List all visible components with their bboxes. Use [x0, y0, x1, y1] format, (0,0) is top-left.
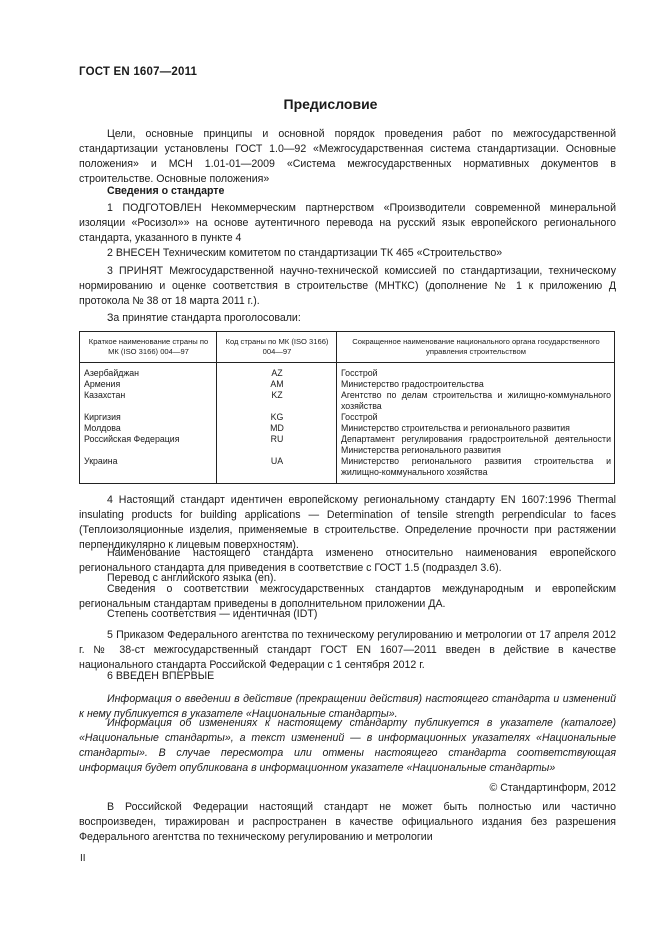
code-cell: KG	[270, 412, 284, 422]
organization-cell: Министерство регионального развития строительства и жилищно-коммунального хозяйства	[341, 456, 611, 477]
table-row	[80, 434, 615, 456]
table-row	[80, 423, 615, 434]
document-code-header: ГОСТ EN 1607—2011	[79, 66, 198, 78]
country-cell: Азербайджан	[84, 368, 139, 378]
section-4-degree-note: Степень соответствия — идентичная (IDT)	[107, 608, 318, 620]
item-2-paragraph: 2 ВНЕСЕН Техническим комитетом по стандартизации ТК 465 «Строительство»	[107, 247, 503, 259]
country-cell: Украина	[84, 456, 118, 466]
info-paragraph-1: Информация о введении в действие (прекращении действия) настоящего стандарта и изменений к нему публикуется в указателе «Национальные стандарты».	[79, 693, 616, 720]
voting-table	[80, 332, 615, 478]
rights-paragraph: В Российской Федерации настоящий стандарт не может быть полностью или частично воспроизведен, тиражирован и распространен в качестве официального издания без разрешения Федерального агентства по техническому регулированию и метрологии	[79, 801, 616, 843]
column-header-code: Код страны по МК (ISO 3166) 004—97	[217, 332, 337, 363]
code-cell: KZ	[271, 390, 283, 400]
table-row	[80, 390, 615, 412]
info-paragraph-2: Информация об изменениях к настоящему стандарту публикуется в указателе (каталоге) «Национальные стандарты», а текст изменений — в информационных указателях «Национальные стандарты». В случае пересмотра или отмены настоящего стандарта соответствующая информация будет опубликована в информационном указателе «Национальные стандарты»	[79, 717, 616, 774]
code-cell: AZ	[271, 368, 283, 378]
item-1-paragraph: 1 ПОДГОТОВЛЕН Некоммерческим партнерством «Производители современной минеральной изоляции «Росизол»» на основе аутентичного перевода на русский язык европейского регионального стандарта, указанного в пункте 4	[79, 202, 616, 244]
about-standard-heading: Сведения о стандарте	[107, 185, 225, 197]
intro-paragraph: Цели, основные принципы и основной порядок проведения работ по межгосударственной стандартизации установлены ГОСТ 1.0—92 «Межгосударственная система стандартизации. Основные положения» и МСН 1.01-01—2009 «Система межгосударственных нормативных документов в строительстве. Основные положения»	[79, 128, 616, 185]
organization-cell: Министерство градостроительства	[341, 379, 484, 389]
column-header-country: Краткое наименование страны по МК (ISO 3166) 004—97	[80, 332, 217, 363]
organization-cell: Министерство строительства и регионального развития	[341, 423, 570, 433]
section-4-conformity-note: Сведения о соответствии межгосударственных стандартов международным и европейским региональным стандартам приведены в дополнительном приложении ДА.	[79, 583, 616, 610]
page-title: Предисловие	[283, 96, 378, 112]
column-header-organization: Сокращенное наименование национального органа государственного управления строительством	[337, 332, 615, 363]
table-row	[80, 456, 615, 478]
country-cell: Армения	[84, 379, 121, 389]
organization-cell: Госстрой	[341, 368, 378, 378]
table-row	[80, 363, 615, 380]
table-row	[80, 412, 615, 423]
country-cell: Казахстан	[84, 390, 126, 400]
table-row	[80, 379, 615, 390]
organization-cell: Госстрой	[341, 412, 378, 422]
code-cell: MD	[270, 423, 284, 433]
section-6-paragraph: 6 ВВЕДЕН ВПЕРВЫЕ	[107, 670, 215, 682]
country-cell: Молдова	[84, 423, 121, 433]
section-4-translation-note: Перевод с английского языка (en).	[107, 572, 277, 584]
code-cell: UA	[270, 456, 284, 466]
vote-intro: За принятие стандарта проголосовали:	[107, 312, 301, 324]
country-cell: Российская Федерация	[84, 434, 180, 444]
country-cell: Киргизия	[84, 412, 121, 422]
code-cell: RU	[270, 434, 284, 444]
section-4-title-note: Наименование настоящего стандарта изменено относительно наименования европейского регионального стандарта для приведения в соответствие с ГОСТ 1.5 (подраздел 3.6).	[79, 547, 616, 574]
section-4-paragraph: 4 Настоящий стандарт идентичен европейскому региональному стандарту EN 1607:1996 Thermal insulating products for building applications — Determination of tensile strength perpendicular to faces (Теплоизоляционные изделия, применяемые в строительстве. Определение прочности при растяжении перпендикулярно к лицевым поверхностям).	[79, 494, 616, 551]
organization-cell: Департамент регулирования градостроительной деятельности Министерства регионального развития	[341, 434, 611, 455]
organization-cell: Агентство по делам строительства и жилищно-коммунального хозяйства	[341, 390, 611, 411]
item-3-paragraph: 3 ПРИНЯТ Межгосударственной научно-технической комиссией по стандартизации, техническому нормированию и оценке соответствия в строительстве (МНТКС) (дополнение № 1 к приложению Д протокола № 38 от 18 марта 2011 г.).	[79, 265, 616, 307]
code-cell: AM	[270, 379, 284, 389]
page-number: II	[80, 853, 86, 864]
section-5-paragraph: 5 Приказом Федерального агентства по техническому регулированию и метрологии от 17 апреля 2012 г. № 38-ст межгосударственный стандарт ГОСТ EN 1607—2011 введен в действие в качестве национального стандарта Российской Федерации с 1 сентября 2012 г.	[79, 629, 616, 671]
copyright-notice: © Стандартинформ, 2012	[489, 782, 616, 794]
